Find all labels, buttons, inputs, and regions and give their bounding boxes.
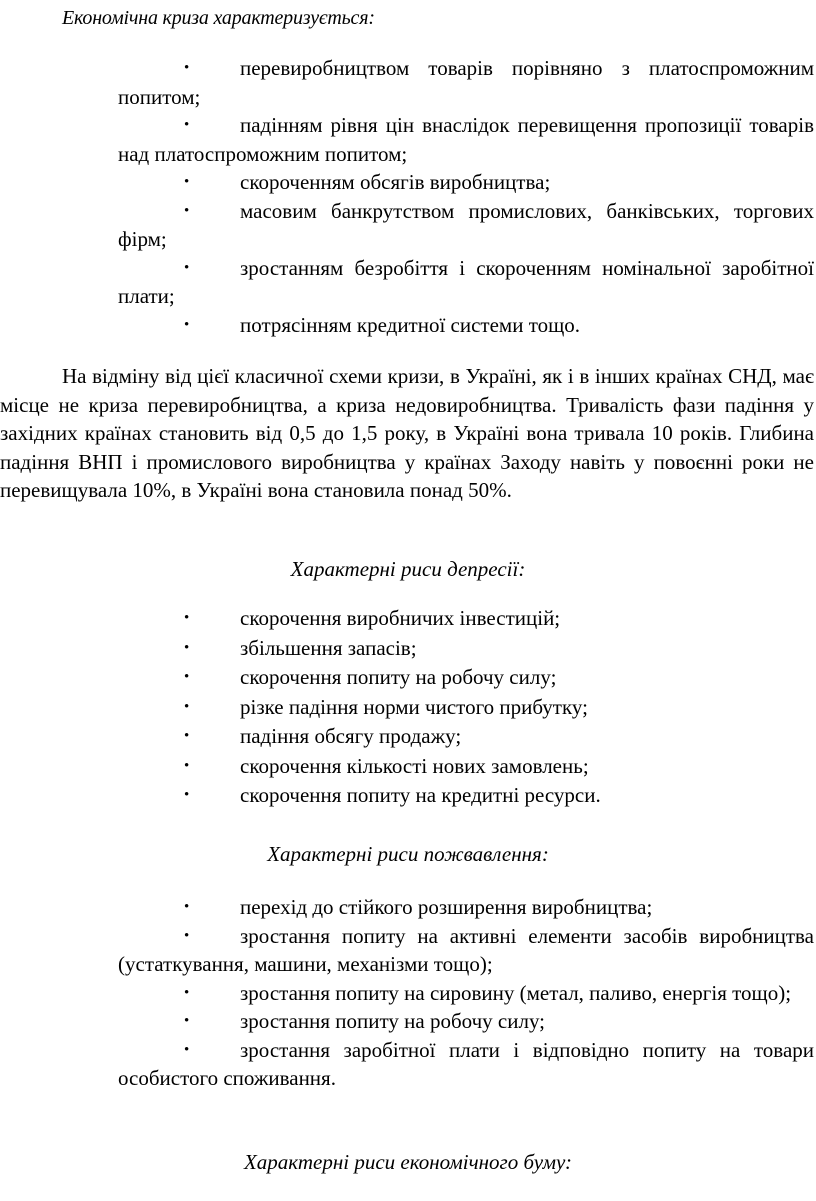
list-item: • скорочення попиту на робочу силу; bbox=[118, 663, 814, 693]
bullet-icon: • bbox=[184, 984, 190, 1001]
list-item: • скороченням обсягів виробництва; bbox=[118, 168, 814, 197]
list-item: • зростання попиту на сировину (метал, паливо, енергія тощо); bbox=[118, 979, 814, 1008]
list-item: • потрясінням кредитної системи тощо. bbox=[118, 311, 814, 340]
bullet-icon: • bbox=[184, 698, 190, 715]
list-item: • скорочення попиту на кредитні ресурси. bbox=[118, 781, 814, 811]
list-item: • зростанням безробіття і скороченням номінальної заробітної плати; bbox=[118, 255, 814, 308]
boom-heading: Характерні риси економічного буму: bbox=[243, 1150, 573, 1174]
bullet-icon: • bbox=[184, 927, 190, 944]
body-paragraph: На відміну від цієї класичної схеми кризи, в Україні, як і в інших країнах СНД, має місце не криза перевиробництва, а криза недовиробництва. Тривалість фази падіння у західних країнах становить від 0,5 до 1,5 року, в Україні вона тривала 10 років. Глибина падіння ВНП і промислового виробництва у країнах Заходу навіть у повоєнні роки не перевищувала 10%, в Україні вона становила понад 50%. bbox=[0, 364, 814, 502]
bullet-icon: • bbox=[184, 669, 190, 685]
bullet-icon: • bbox=[184, 174, 190, 190]
list-item: • масовим банкрутством промислових, банківських, торгових фірм; bbox=[118, 198, 814, 251]
list-item: • перевиробництвом товарів порівняно з платоспроможним попитом; bbox=[118, 56, 814, 109]
list-item: • різке падіння норми чистого прибутку; bbox=[118, 693, 814, 723]
bullet-icon: • bbox=[184, 60, 190, 76]
list-item: • зростання попиту на активні елементи засобів виробництва (устаткування, машини, механізми тощо); bbox=[118, 923, 814, 976]
crisis-heading: Економічна криза характеризується: bbox=[62, 7, 375, 29]
list-item: • зростання заробітної плати і відповідно попиту на товари особистого споживання. bbox=[118, 1037, 814, 1090]
revival-heading: Характерні риси пожвавлення: bbox=[267, 842, 549, 866]
list-item: • збільшення запасів; bbox=[118, 634, 814, 664]
bullet-icon: • bbox=[184, 117, 190, 133]
bullet-icon: • bbox=[184, 259, 190, 276]
list-item: • зростання попиту на робочу силу; bbox=[118, 1007, 814, 1036]
bullet-icon: • bbox=[184, 639, 190, 656]
depression-list bbox=[118, 604, 814, 811]
bullet-icon: • bbox=[184, 1013, 190, 1029]
bullet-icon: • bbox=[184, 757, 190, 774]
list-item: • перехід до стійкого розширення виробництва; bbox=[118, 893, 814, 922]
bullet-icon: • bbox=[184, 316, 190, 333]
list-item: • падіння обсягу продажу; bbox=[118, 722, 814, 752]
crisis-list bbox=[118, 54, 814, 339]
depression-heading: Характерні риси депресії: bbox=[290, 557, 526, 581]
revival-list bbox=[118, 893, 814, 1093]
list-item: • скорочення виробничих інвестицій; bbox=[118, 604, 814, 634]
bullet-icon: • bbox=[184, 610, 190, 626]
bullet-icon: • bbox=[184, 1041, 190, 1058]
bullet-icon: • bbox=[184, 728, 190, 744]
list-item: • скорочення кількості нових замовлень; bbox=[118, 752, 814, 782]
bullet-icon: • bbox=[184, 202, 190, 219]
bullet-icon: • bbox=[184, 899, 190, 915]
list-item: • падінням рівня цін внаслідок перевищення пропозиції товарів над платоспроможним попитом; bbox=[118, 113, 814, 166]
bullet-icon: • bbox=[184, 787, 190, 803]
